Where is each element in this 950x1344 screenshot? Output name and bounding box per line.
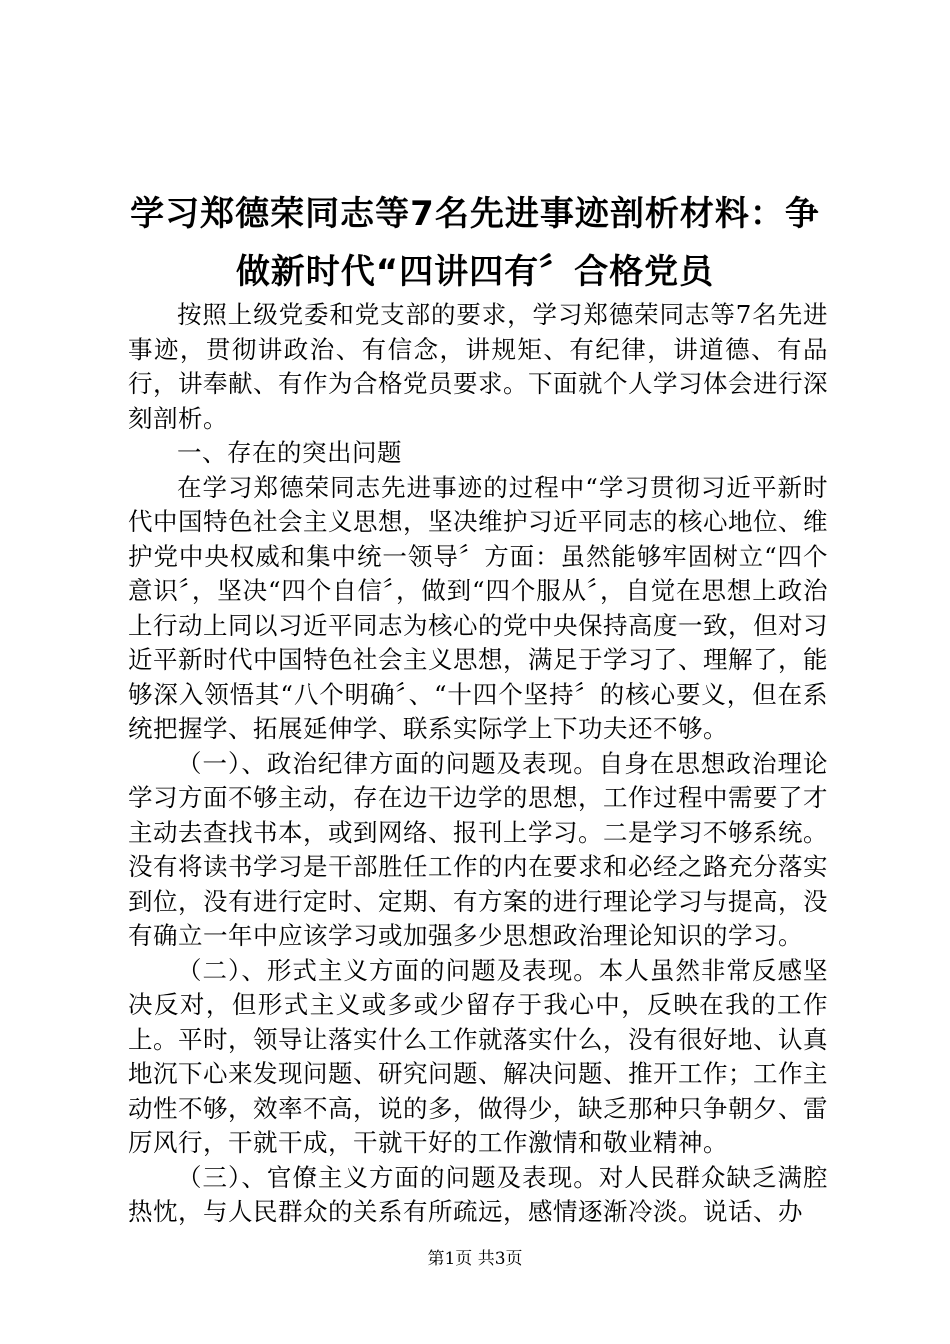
title-line-2: 做新时代“四讲四有〞合格党员 (235, 251, 715, 292)
body-paragraph: （三）、官僚主义方面的问题及表现。对人民群众缺乏满腔热忱，与人民群众的关系有所疏远，感情逐渐冷淡。说话、办 (128, 1162, 828, 1226)
title-line-1: 学习郑德荣同志等7名先进事迹剖析材料：争 (130, 193, 820, 234)
body-paragraph: 在学习郑德荣同志先进事迹的过程中“学习贯彻习近平新时代中国特色社会主义思想，坚决维护习近平同志的核心地位、维护党中央权威和集中统一领导〞方面：虽然能够牢固树立“四个意识〞，坚决“四个自信〞，做到“四个服从〞，自觉在思想上政治上行动上同以习近平同志为核心的党中央保持高度一致，但对习近平新时代中国特色社会主义思想，满足于学习了、理解了，能够深入领悟其“八个明确〞、“十四个坚持〞的核心要义，但在系统把握学、拓展延伸学、联系实际学上下功夫还不够。 (128, 472, 828, 743)
body-paragraph: （一）、政治纪律方面的问题及表现。自身在思想政治理论学习方面不够主动，存在边干边学的思想，工作过程中需要了才主动去查找书本，或到网络、报刊上学习。二是学习不够系统。没有将读书学习是干部胜任工作的内在要求和必经之路充分落实到位，没有进行定时、定期、有方案的进行理论学习与提高，没有确立一年中应该学习或加强多少思想政治理论知识的学习。 (128, 748, 828, 950)
intro-paragraph: 按照上级党委和党支部的要求，学习郑德荣同志等7名先进事迹，贯彻讲政治、有信念，讲规矩、有纪律，讲道德、有品行，讲奉献、有作为合格党员要求。下面就个人学习体会进行深刻剖析。 (128, 300, 828, 433)
page-number-footer: 第1页 共3页 (427, 1249, 523, 1269)
section-heading: 一、存在的突出问题 (177, 438, 402, 467)
document-body (128, 298, 828, 1230)
document-title (100, 185, 850, 301)
body-paragraph: （二）、形式主义方面的问题及表现。本人虽然非常反感坚决反对，但形式主义或多或少留存于我心中，反映在我的工作上。平时，领导让落实什么工作就落实什么，没有很好地、认真地沉下心来发现问题、研究问题、解决问题、推开工作；工作主动性不够，效率不高，说的多，做得少，缺乏那种只争朝夕、雷厉风行，干就干成，干就干好的工作激情和敬业精神。 (128, 955, 828, 1157)
